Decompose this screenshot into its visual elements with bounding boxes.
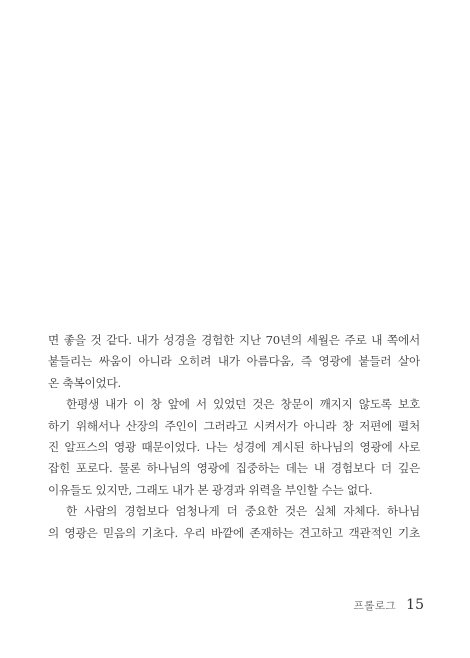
text-line-9: 한 사람의 경험보다 엄청나게 더 중요한 것은 실체 자체다. 하나님 (66, 504, 420, 519)
body-text (48, 330, 420, 544)
text-line-1: 면 좋을 것 같다. 내가 성경을 경험한 지난 70년의 세월은 주로 내 쪽에서 (48, 333, 420, 347)
page-number: 15 (406, 597, 424, 613)
page-footer (354, 597, 424, 613)
text-line-6: 진 알프스의 영광 때문이었다. 나는 성경에 계시된 하나님의 영광에 사로 (48, 439, 420, 454)
text-line-8: 이유들도 있지만, 그래도 내가 본 광경과 위력을 부인할 수는 없다. (48, 482, 373, 497)
text-line-2: 붙들리는 싸움이 아니라 오히려 내가 아름다움, 즉 영광에 붙들러 살아 (48, 354, 420, 369)
text-line-10: 의 영광은 믿음의 기초다. 우리 바깥에 존재하는 견고하고 객관적인 기초 (48, 525, 420, 540)
text-line-7: 잡힌 포로다. 물론 하나님의 영광에 집중하는 데는 내 경험보다 더 깊은 (48, 461, 420, 476)
running-head: 프롤로그 (353, 600, 397, 612)
text-line-5: 하기 위해서나 산장의 주인이 그러라고 시켜서가 아니라 창 저편에 펼처 (48, 418, 420, 433)
text-line-3: 온 축복이었다. (48, 375, 121, 390)
text-line-4: 한평생 내가 이 창 앞에 서 있었던 것은 창문이 깨지지 않도록 보호 (66, 397, 420, 412)
